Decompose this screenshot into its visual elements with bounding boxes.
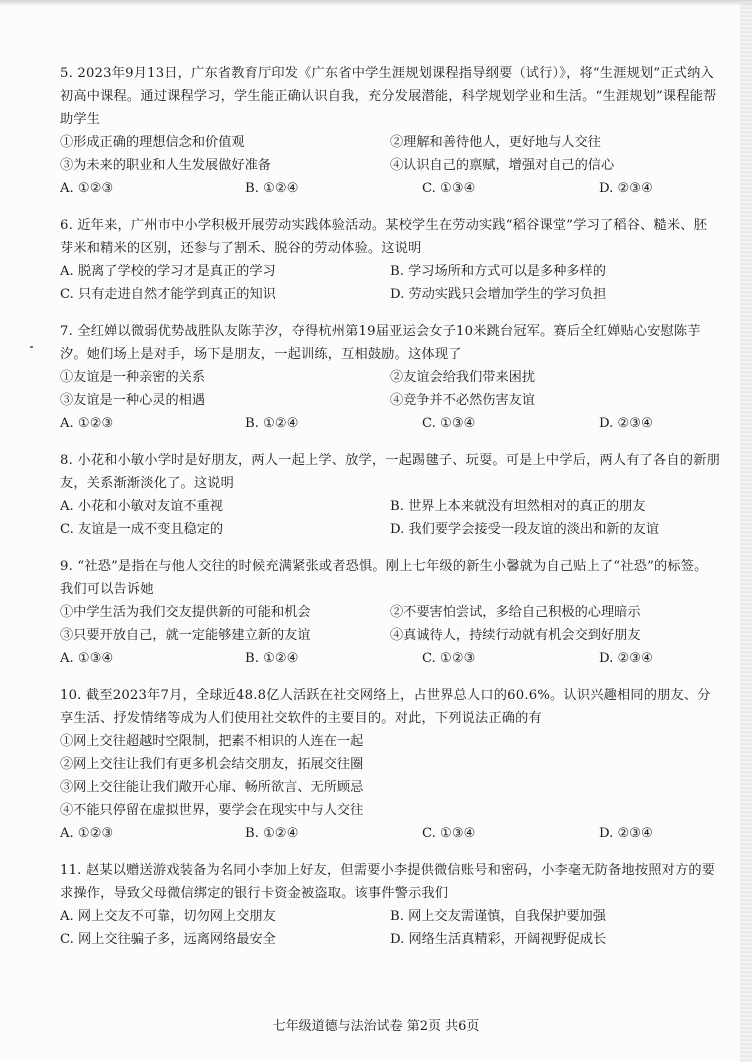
question-5: [60, 62, 720, 200]
option-c: C. ①③④: [422, 181, 476, 196]
option-row: [60, 283, 720, 306]
option-b: B. 网上交友需谨慎，自我保护要加强: [390, 909, 606, 924]
statement: ①网上交往超越时空限制，把素不相识的人连在一起: [60, 734, 364, 749]
option-c: C. ①③④: [422, 826, 476, 841]
option-a: A. ①②③: [60, 826, 114, 841]
question-list: [60, 62, 720, 959]
option-d: D. 我们要学会接受一段友谊的淡出和新的友谊: [390, 522, 660, 537]
question-stem: 6. 近年来，广州市中小学积极开展劳动实践体验活动。某校学生在劳动实践“稻谷课堂”学习了稻谷、糙米、胚芽米和精米的区别，还参与了割禾、脱谷的劳动体验。这说明: [60, 218, 708, 256]
option-b: B. ①②④: [245, 826, 299, 841]
option-row: [60, 412, 720, 435]
statement: ②网上交往让我们有更多机会结交朋友，拓展交往圈: [60, 757, 364, 772]
option-d: D. 网络生活真精彩，开阔视野促成长: [390, 932, 607, 947]
option-a: A. ①②③: [60, 416, 114, 431]
statement-row: [60, 601, 720, 624]
statement-row: [60, 131, 720, 154]
option-b: B. 学习场所和方式可以是多种多样的: [390, 264, 606, 279]
question-11: [60, 859, 720, 951]
question-8: [60, 449, 720, 541]
statement-row: [60, 624, 720, 647]
option-row: [60, 647, 720, 670]
statement: ③友谊是一种心灵的相遇: [60, 393, 206, 408]
statement: ④不能只停留在虚拟世界，要学会在现实中与人交往: [60, 803, 364, 818]
statement: ①中学生活为我们交友提供新的可能和机会: [60, 605, 311, 620]
question-9: [60, 555, 720, 670]
scan-edge-right: [740, 0, 752, 1062]
statement: ②理解和善待他人，更好地与人交往: [390, 135, 601, 150]
option-b: B. ①②④: [245, 181, 299, 196]
question-10: [60, 684, 720, 845]
statement: ②不要害怕尝试，多给自己积极的心理暗示: [390, 605, 641, 620]
option-c: C. ①②③: [422, 651, 476, 666]
statement: ③只要开放自己，就一定能够建立新的友谊: [60, 628, 311, 643]
statement: ④竞争并不必然伤害友谊: [390, 393, 536, 408]
scan-edge-top: [0, 0, 752, 6]
option-d: D. ②③④: [599, 651, 653, 666]
question-stem: 10. 截至2023年7月，全球近48.8亿人活跃在社交网络上，占世界总人口的60.6%。认识兴趣相同的朋友、分享生活、抒发情绪等成为人们使用社交软件的主要目的。对此，下列说法正确的有: [60, 688, 711, 726]
question-6: [60, 214, 720, 306]
option-d: D. 劳动实践只会增加学生的学习负担: [390, 287, 607, 302]
statement: ④真诚待人，持续行动就有机会交到好朋友: [390, 628, 641, 643]
option-c: C. 只有走进自然才能学到真正的知识: [60, 287, 276, 302]
statement: ③网上交往能让我们敞开心扉、畅所欲言、无所顾忌: [60, 780, 364, 795]
option-row: [60, 518, 720, 541]
option-b: B. ①②④: [245, 651, 299, 666]
option-row: [60, 822, 720, 845]
statement: ④认识自己的禀赋，增强对自己的信心: [390, 158, 615, 173]
option-c: C. 友谊是一成不变且稳定的: [60, 522, 224, 537]
option-a: A. 网上交友不可靠，切勿网上交朋友: [60, 909, 276, 924]
option-row: [60, 905, 720, 928]
option-a: A. 脱离了学校的学习才是真正的学习: [60, 264, 276, 279]
option-row: [60, 495, 720, 518]
question-stem: 5. 2023年9月13日，广东省教育厅印发《广东省中学生涯规划课程指导纲要（试行）》，将“生涯规划”正式纳入初高中课程。通过课程学习，学生能正确认识自我，充分发展潜能，科学规划学业和生活。“生涯规划”课程能帮助学生: [60, 66, 717, 127]
option-row: [60, 260, 720, 283]
question-stem: 7. 全红婵以微弱优势战胜队友陈芋汐，夺得杭州第19届亚运会女子10米跳台冠军。赛后全红婵贴心安慰陈芋汐。她们场上是对手，场下是朋友，一起训练，互相鼓励。这体现了: [60, 324, 701, 362]
option-a: A. 小花和小敏对友谊不重视: [60, 499, 223, 514]
statement-row: [60, 389, 720, 412]
option-d: D. ②③④: [599, 416, 653, 431]
option-b: B. ①②④: [245, 416, 299, 431]
option-c: C. ①③④: [422, 416, 476, 431]
question-stem: 9. “社恐”是指在与他人交往的时候充满紧张或者恐惧。刚上七年级的新生小馨就为自己贴上了“社恐”的标签。我们可以告诉她: [60, 559, 708, 597]
option-a: A. ①③④: [60, 651, 114, 666]
statement-row: [60, 366, 720, 389]
option-d: D. ②③④: [599, 826, 653, 841]
option-row: [60, 928, 720, 951]
option-d: D. ②③④: [599, 181, 653, 196]
statement-row: [60, 154, 720, 177]
option-c: C. 网上交往骗子多，远离网络最安全: [60, 932, 276, 947]
option-row: [60, 177, 720, 200]
statement: ③为未来的职业和人生发展做好准备: [60, 158, 271, 173]
option-b: B. 世界上本来就没有坦然相对的真正的朋友: [390, 499, 646, 514]
scan-speck: [30, 346, 33, 348]
question-stem: 11. 赵某以赠送游戏装备为名同小李加上好友，但需要小李提供微信账号和密码，小李毫无防备地按照对方的要求操作，导致父母微信绑定的银行卡资金被盗取。该事件警示我们: [60, 863, 716, 901]
statement: ①友谊是一种亲密的关系: [60, 370, 206, 385]
page-footer: 七年级道德与法治试卷 第2页 共6页: [272, 1019, 480, 1034]
question-stem: 8. 小花和小敏小学时是好朋友，两人一起上学、放学，一起踢毽子、玩耍。可是上中学后，两人有了各自的新朋友，关系渐渐淡化了。这说明: [60, 453, 720, 491]
statement: ②友谊会给我们带来困扰: [390, 370, 536, 385]
statement: ①形成正确的理想信念和价值观: [60, 135, 245, 150]
option-a: A. ①②③: [60, 181, 114, 196]
question-7: [60, 320, 720, 435]
